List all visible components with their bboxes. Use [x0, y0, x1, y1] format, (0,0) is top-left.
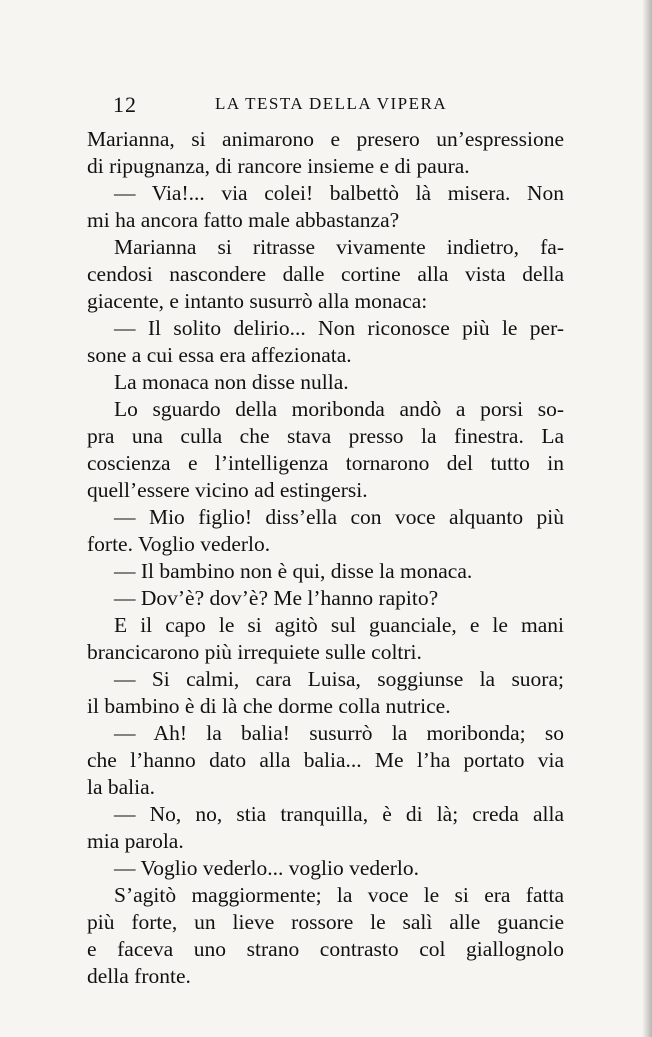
text-line: che l’hanno dato alla balia... Me l’ha portato via	[87, 748, 564, 772]
text-line: la balia.	[87, 775, 156, 799]
text-line: La monaca non disse nulla.	[114, 370, 349, 394]
text-line: giacente, e intanto susurrò alla monaca:	[87, 289, 428, 313]
text-line: mia parola.	[87, 829, 184, 853]
text-line: — Mio figlio! diss’ella con voce alquanto più	[114, 505, 564, 529]
text-line: — Il solito delirio... Non riconosce più le per-	[114, 316, 564, 340]
text-line: più forte, un lieve rossore le salì alle guancie	[87, 910, 564, 934]
text-line: coscienza e l’intelligenza tornarono del tutto in	[87, 451, 564, 475]
running-head: LA TESTA DELLA VIPERA	[215, 94, 448, 113]
text-line: quell’essere vicino ad estingersi.	[87, 478, 368, 502]
text-line: E il capo le si agitò sul guanciale, e le mani	[114, 613, 564, 637]
text-line: della fronte.	[87, 964, 191, 988]
text-line: mi ha ancora fatto male abbastanza?	[87, 208, 400, 232]
text-line: brancicarono più irrequiete sulle coltri.	[87, 640, 422, 664]
text-line: S’agitò maggiormente; la voce le si era fatta	[114, 883, 564, 907]
text-line: Marianna si ritrasse vivamente indietro, fa-	[114, 235, 564, 259]
text-line: e faceva uno strano contrasto col giallognolo	[87, 937, 564, 961]
text-line: — Il bambino non è qui, disse la monaca.	[114, 559, 473, 583]
text-line: — No, no, stia tranquilla, è di là; creda alla	[114, 802, 564, 826]
page-number: 12	[113, 92, 137, 117]
text-line: Lo sguardo della moribonda andò a porsi so-	[114, 397, 564, 421]
text-line: forte. Voglio vederlo.	[87, 532, 271, 556]
text-line: cendosi nascondere dalle cortine alla vista della	[87, 262, 564, 286]
page-header	[113, 92, 573, 120]
text-line: — Ah! la balia! susurrò la moribonda; so	[114, 721, 564, 745]
text-line: sone a cui essa era affezionata.	[87, 343, 352, 367]
text-line: — Dov’è? dov’è? Me l’hanno rapito?	[114, 586, 439, 610]
text-line: — Si calmi, cara Luisa, soggiunse la suora;	[114, 667, 564, 691]
text-line: Marianna, si animarono e presero un’espressione	[87, 127, 564, 151]
text-line: pra una culla che stava presso la finestra. La	[87, 424, 564, 448]
text-line: il bambino è di là che dorme colla nutrice.	[87, 694, 451, 718]
text-line: — Voglio vederlo... voglio vederlo.	[114, 856, 419, 880]
text-line: — Via!... via colei! balbettò là misera. Non	[114, 181, 564, 205]
body-text	[87, 126, 564, 990]
text-line: di ripugnanza, di rancore insieme e di paura.	[87, 154, 470, 178]
page-edge-shadow	[642, 0, 652, 1037]
